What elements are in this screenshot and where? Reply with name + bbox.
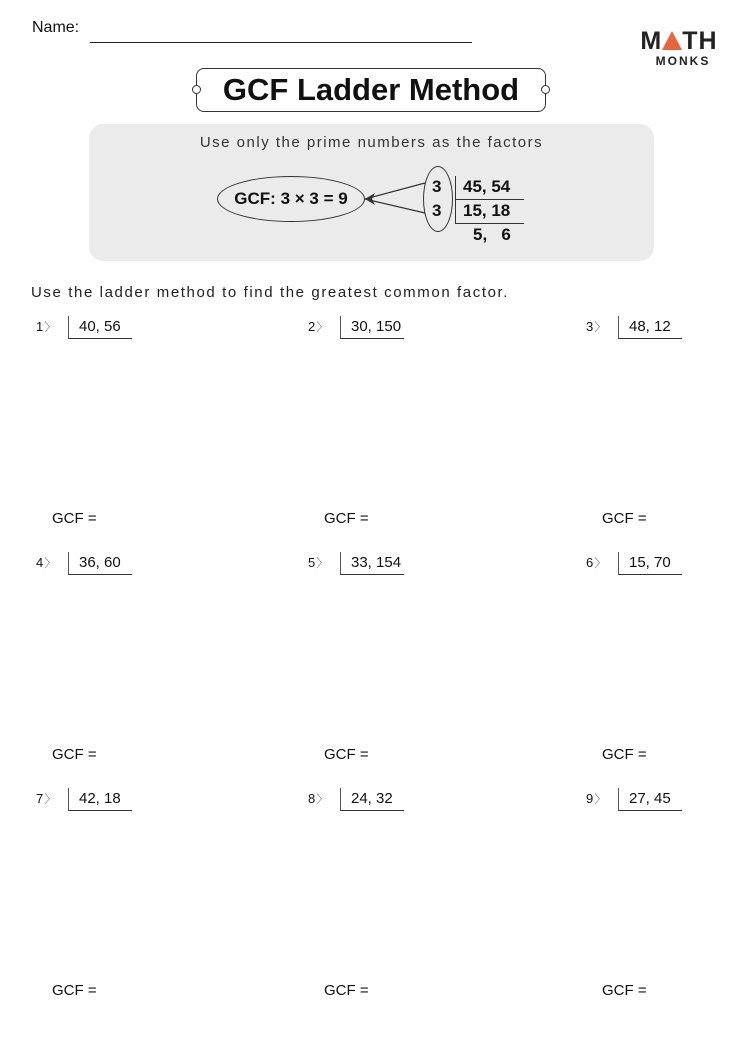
gcf-answer-label[interactable]: GCF =	[324, 746, 369, 763]
gcf-answer-label[interactable]: GCF =	[602, 746, 647, 763]
example-result: GCF: 3 × 3 = 9	[217, 176, 365, 222]
gcf-answer-label[interactable]: GCF =	[602, 982, 647, 999]
arrow-icon	[363, 179, 427, 219]
problem-number	[36, 554, 56, 571]
problem-number-text: 5	[308, 555, 316, 570]
page-title	[196, 68, 546, 112]
problem-number	[36, 318, 56, 335]
problem-number	[586, 318, 606, 335]
ladder-row: 45, 54	[463, 177, 511, 196]
ladder-line	[455, 223, 524, 224]
gcf-answer-label[interactable]: GCF =	[52, 746, 97, 763]
chevron-right-icon: 〉	[44, 320, 57, 334]
ladder-box[interactable]: 27, 45	[618, 788, 682, 811]
problem-number	[308, 318, 328, 335]
title-text: GCF Ladder Method	[222, 72, 520, 107]
problem-number-text: 3	[586, 319, 594, 334]
ladder-line	[455, 199, 524, 200]
problem-number-text: 9	[586, 791, 594, 806]
ladder-row: 5, 6	[473, 225, 511, 244]
chevron-right-icon: 〉	[594, 792, 607, 806]
chevron-right-icon: 〉	[44, 556, 57, 570]
chevron-right-icon: 〉	[44, 792, 57, 806]
title-knob-icon	[192, 85, 201, 94]
gcf-answer-label[interactable]: GCF =	[52, 982, 97, 999]
name-label: Name:	[32, 19, 80, 36]
ladder-bar	[455, 176, 456, 224]
chevron-right-icon: 〉	[316, 320, 329, 334]
problem-number-text: 8	[308, 791, 316, 806]
gcf-answer-label[interactable]: GCF =	[52, 510, 97, 527]
ladder-box[interactable]: 15, 70	[618, 552, 682, 575]
example-instruction: Use only the prime numbers as the factors	[199, 134, 544, 151]
problem-number-text: 2	[308, 319, 316, 334]
gcf-answer-label[interactable]: GCF =	[324, 510, 369, 527]
ladder-row: 15, 18	[463, 201, 511, 220]
ladder-box[interactable]: 30, 150	[340, 316, 404, 339]
gcf-answer-label[interactable]: GCF =	[602, 510, 647, 527]
ladder-box[interactable]: 48, 12	[618, 316, 682, 339]
problem-number-text: 1	[36, 319, 44, 334]
factor: 3	[432, 177, 442, 196]
math-monks-logo: M TH MONKS	[640, 27, 718, 68]
chevron-right-icon: 〉	[594, 320, 607, 334]
ladder-box[interactable]: 33, 154	[340, 552, 404, 575]
problem-number	[586, 790, 606, 807]
problem-number	[308, 554, 328, 571]
problem-number-text: 4	[36, 555, 44, 570]
ladder-box[interactable]: 36, 60	[68, 552, 132, 575]
example-panel	[89, 124, 654, 261]
title-knob-icon	[541, 85, 550, 94]
instructions: Use the ladder method to find the greatest common factor.	[31, 284, 510, 301]
gcf-answer-label[interactable]: GCF =	[324, 982, 369, 999]
problem-number	[586, 554, 606, 571]
problem-number-text: 7	[36, 791, 44, 806]
chevron-right-icon: 〉	[316, 792, 329, 806]
factor: 3	[432, 201, 442, 220]
chevron-right-icon: 〉	[316, 556, 329, 570]
name-line[interactable]	[90, 42, 472, 43]
problem-number	[308, 790, 328, 807]
ladder-box[interactable]: 40, 56	[68, 316, 132, 339]
problem-number-text: 6	[586, 555, 594, 570]
problem-number	[36, 790, 56, 807]
ladder-box[interactable]: 24, 32	[340, 788, 404, 811]
factor-ellipse	[423, 166, 453, 232]
chevron-right-icon: 〉	[594, 556, 607, 570]
ladder-box[interactable]: 42, 18	[68, 788, 132, 811]
